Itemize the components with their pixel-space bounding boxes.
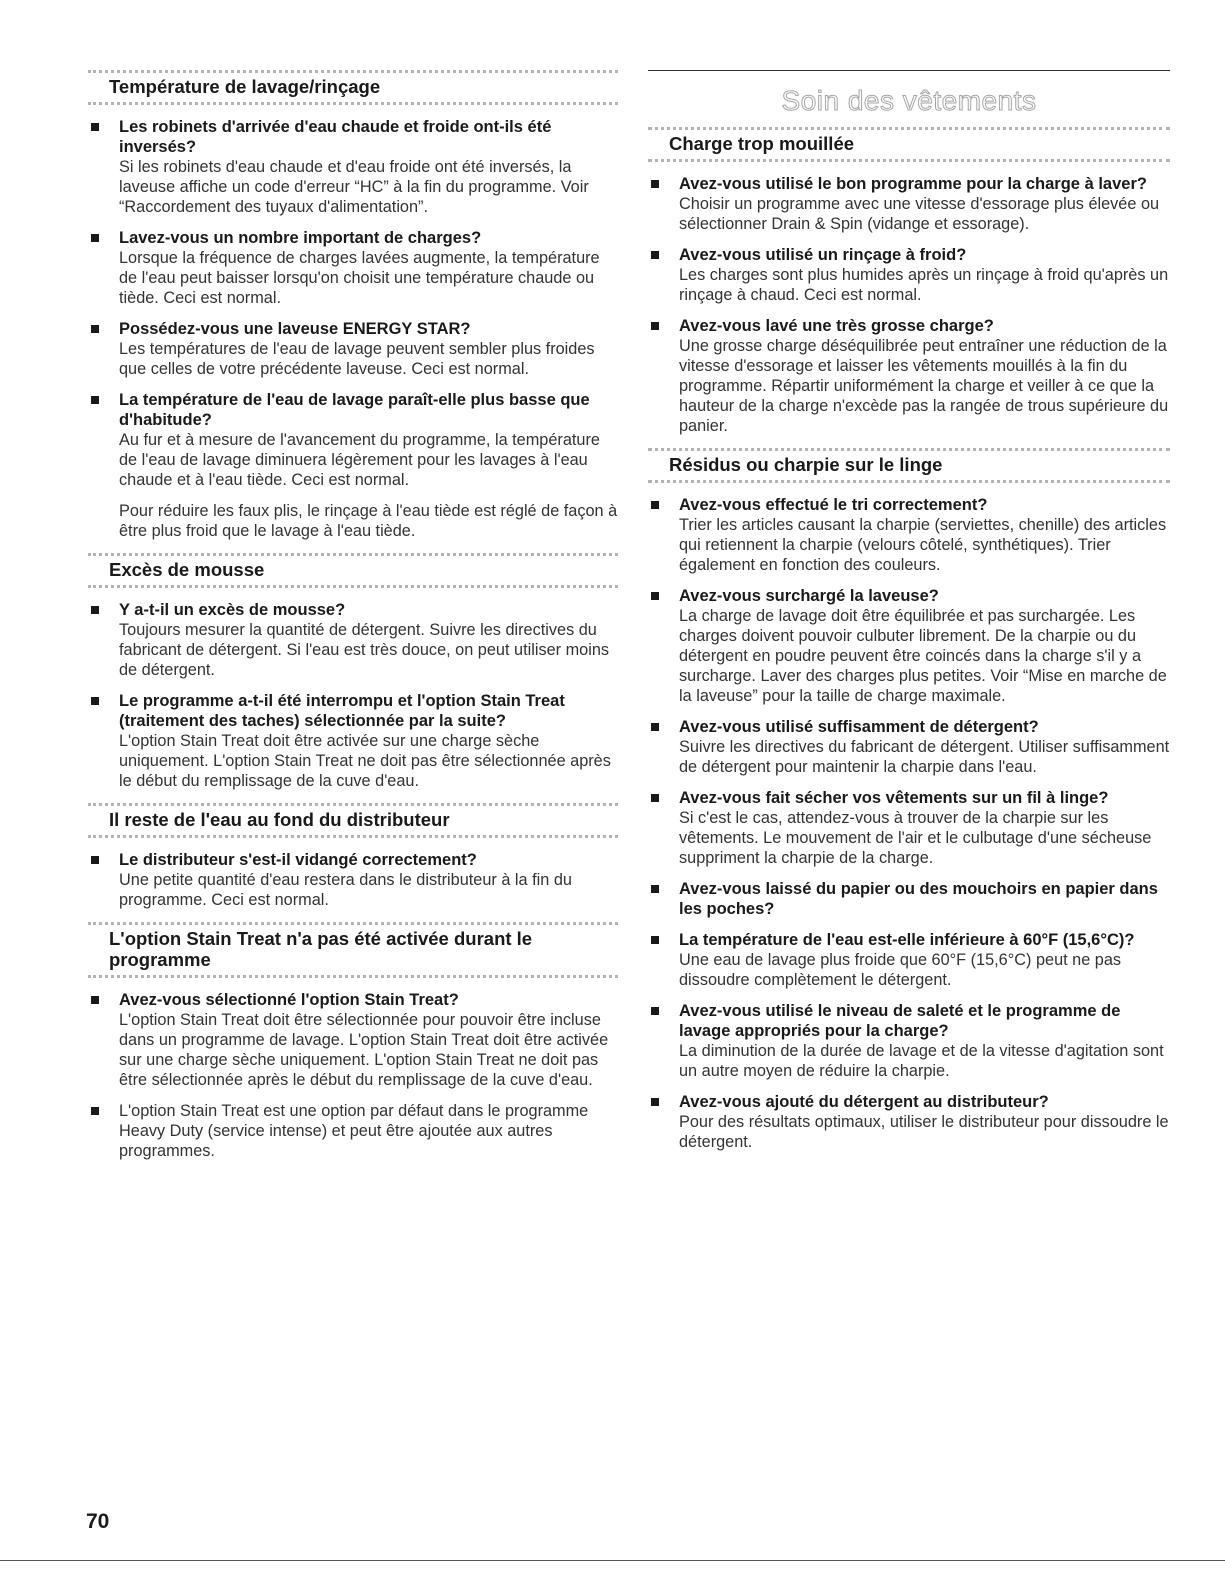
item-question: Avez-vous utilisé un rinçage à froid? xyxy=(679,246,967,264)
square-bullet-icon xyxy=(91,1107,99,1115)
section-header xyxy=(88,922,618,978)
item-question: Le distributeur s'est-il vidangé correctement? xyxy=(119,851,477,869)
page-banner: Soin des vêtements xyxy=(781,85,1037,116)
troubleshooting-section xyxy=(648,448,1170,1152)
item-answer: Les températures de l'eau de lavage peuvent sembler plus froides que celles de votre précédente laveuse. Ceci est normal. xyxy=(119,340,595,378)
list-item xyxy=(648,788,1170,868)
item-answer: Lorsque la fréquence de charges lavées augmente, la température de l'eau peut baisser lorsqu'on choisit une température chaude ou tiède. Ceci est normal. xyxy=(119,249,600,307)
item-question: Avez-vous fait sécher vos vêtements sur un fil à linge? xyxy=(679,789,1109,807)
section-note: Pour réduire les faux plis, le rinçage à l'eau tiède est réglé de façon à être plus froid que le lavage à l'eau tiède. xyxy=(119,502,618,540)
list-item xyxy=(88,228,618,308)
list-item xyxy=(88,390,618,490)
item-question: Avez-vous surchargé la laveuse? xyxy=(679,587,939,605)
troubleshooting-section xyxy=(648,127,1170,436)
square-bullet-icon xyxy=(651,794,659,802)
item-question: Possédez-vous une laveuse ENERGY STAR? xyxy=(119,320,471,338)
square-bullet-icon xyxy=(91,123,99,131)
item-answer: Les charges sont plus humides après un rinçage à froid qu'après un rinçage à chaud. Ceci est normal. xyxy=(679,266,1169,304)
item-answer: Au fur et à mesure de l'avancement du programme, la température de l'eau de lavage diminuera légèrement pour les lavages à l'eau chaude et à l'eau tiède. Ceci est normal. xyxy=(119,431,600,489)
right-column xyxy=(648,70,1170,1164)
section-header xyxy=(88,553,618,588)
section-title: Il reste de l'eau au fond du distributeur xyxy=(109,809,450,830)
square-bullet-icon xyxy=(651,885,659,893)
square-bullet-icon xyxy=(651,1007,659,1015)
section-title: Excès de mousse xyxy=(109,559,265,580)
right-sections xyxy=(648,127,1170,1152)
square-bullet-icon xyxy=(91,697,99,705)
item-answer: Toujours mesurer la quantité de détergent. Suivre les directives du fabricant de détergent. Si l'eau est très douce, on peut utiliser moins de détergent. xyxy=(119,621,610,679)
item-answer: La diminution de la durée de lavage et de la vitesse d'agitation sont un autre moyen de réduire la charpie. xyxy=(679,1042,1164,1080)
section-header xyxy=(648,448,1170,483)
troubleshooting-section xyxy=(88,70,618,541)
item-answer: L'option Stain Treat est une option par défaut dans le programme Heavy Duty (service intense) et peut être ajoutée aux autres programmes. xyxy=(119,1102,589,1160)
list-item xyxy=(648,174,1170,234)
left-column xyxy=(88,70,618,1173)
item-question: Y a-t-il un excès de mousse? xyxy=(119,601,346,619)
list-item xyxy=(88,990,618,1090)
section-title: Résidus ou charpie sur le linge xyxy=(669,454,943,475)
item-question: Avez-vous sélectionné l'option Stain Treat? xyxy=(119,991,459,1009)
item-question: Le programme a-t-il été interrompu et l'option Stain Treat (traitement des taches) sélectionnée par la suite? xyxy=(119,692,565,730)
square-bullet-icon xyxy=(651,251,659,259)
list-item xyxy=(648,879,1170,919)
square-bullet-icon xyxy=(651,1098,659,1106)
section-title: Température de lavage/rinçage xyxy=(109,76,381,97)
top-rule xyxy=(648,70,1170,71)
item-question: Avez-vous laissé du papier ou des mouchoirs en papier dans les poches? xyxy=(679,880,1158,918)
list-item xyxy=(648,586,1170,706)
item-question: Avez-vous utilisé le bon programme pour la charge à laver? xyxy=(679,175,1147,193)
square-bullet-icon xyxy=(651,936,659,944)
item-answer: Trier les articles causant la charpie (serviettes, chenille) des articles qui retiennent la charpie (velours côtelé, synthétiques). Trier également en fonction des couleurs. xyxy=(679,516,1167,574)
list-item xyxy=(648,495,1170,575)
troubleshooting-section xyxy=(88,922,618,1161)
item-question: La température de l'eau est-elle inférieure à 60°F (15,6°C)? xyxy=(679,931,1135,949)
list-item xyxy=(648,1001,1170,1081)
page-number: 70 xyxy=(86,1510,110,1533)
item-answer: La charge de lavage doit être équilibrée et pas surchargée. Les charges doivent pouvoir culbuter librement. De la charpie ou du détergent en poudre peuvent être coincés dans la charge s'il y a surcharge. Laver des charges plus petites. Voir “Mise en marche de la laveuse” pour la taille de charge maximale. xyxy=(679,607,1167,705)
list-item xyxy=(88,117,618,217)
square-bullet-icon xyxy=(91,856,99,864)
section-title: L'option Stain Treat n'a pas été activée durant le programme xyxy=(109,928,533,970)
item-question: Lavez-vous un nombre important de charges? xyxy=(119,229,482,247)
bottom-rule xyxy=(0,1560,1225,1561)
item-question: La température de l'eau de lavage paraît-elle plus basse que d'habitude? xyxy=(119,391,590,429)
square-bullet-icon xyxy=(651,180,659,188)
item-question: Avez-vous utilisé le niveau de saleté et le programme de lavage appropriés pour la charge? xyxy=(679,1002,1121,1040)
list-item xyxy=(648,245,1170,305)
item-question: Avez-vous utilisé suffisamment de détergent? xyxy=(679,718,1039,736)
item-answer: Choisir un programme avec une vitesse d'essorage plus élevée ou sélectionner Drain & Spin (vidange et essorage). xyxy=(679,195,1160,233)
list-item xyxy=(88,1101,618,1161)
list-item xyxy=(648,930,1170,990)
square-bullet-icon xyxy=(651,723,659,731)
item-answer: Une eau de lavage plus froide que 60°F (15,6°C) peut ne pas dissoudre complètement le détergent. xyxy=(679,951,1122,989)
list-item xyxy=(88,850,618,910)
item-question: Avez-vous ajouté du détergent au distributeur? xyxy=(679,1093,1049,1111)
section-header xyxy=(648,127,1170,162)
item-answer: Suivre les directives du fabricant de détergent. Utiliser suffisamment de détergent pour maintenir la charpie dans l'eau. xyxy=(679,738,1170,776)
item-answer: Une petite quantité d'eau restera dans le distributeur à la fin du programme. Ceci est normal. xyxy=(119,871,572,909)
troubleshooting-section xyxy=(88,553,618,791)
item-answer: Une grosse charge déséquilibrée peut entraîner une réduction de la vitesse d'essorage et laisser les vêtements mouillés à la fin du programme. Répartir uniformément la charge et veiller à ce que la hauteur de la charge n'excède pas la rangée de trous supérieure du panier. xyxy=(679,337,1169,435)
square-bullet-icon xyxy=(651,501,659,509)
square-bullet-icon xyxy=(651,592,659,600)
list-item xyxy=(648,717,1170,777)
section-header xyxy=(88,70,618,105)
list-item xyxy=(88,600,618,680)
list-item xyxy=(88,319,618,379)
item-answer: Pour des résultats optimaux, utiliser le distributeur pour dissoudre le détergent. xyxy=(679,1113,1169,1151)
item-question: Les robinets d'arrivée d'eau chaude et froide ont-ils été inversés? xyxy=(119,118,552,156)
item-answer: Si les robinets d'eau chaude et d'eau froide ont été inversés, la laveuse affiche un code d'erreur “HC” à la fin du programme. Voir “Raccordement des tuyaux d'alimentation”. xyxy=(119,158,589,216)
list-item xyxy=(88,691,618,791)
section-title: Charge trop mouillée xyxy=(669,133,855,154)
square-bullet-icon xyxy=(91,396,99,404)
section-header xyxy=(88,803,618,838)
square-bullet-icon xyxy=(91,325,99,333)
item-question: Avez-vous lavé une très grosse charge? xyxy=(679,317,994,335)
list-item xyxy=(648,1092,1170,1152)
square-bullet-icon xyxy=(651,322,659,330)
square-bullet-icon xyxy=(91,996,99,1004)
item-answer: L'option Stain Treat doit être activée sur une charge sèche uniquement. L'option Stain Treat ne doit pas être sélectionnée après le début du remplissage de la cuve d'eau. xyxy=(119,732,611,790)
item-answer: Si c'est le cas, attendez-vous à trouver de la charpie sur les vêtements. Le mouvement de l'air et le culbutage d'une sécheuse suppriment la charpie de la charge. xyxy=(679,809,1152,867)
item-question: Avez-vous effectué le tri correctement? xyxy=(679,496,988,514)
square-bullet-icon xyxy=(91,606,99,614)
troubleshooting-section xyxy=(88,803,618,910)
square-bullet-icon xyxy=(91,234,99,242)
item-answer: L'option Stain Treat doit être sélectionnée pour pouvoir être incluse dans un programme de lavage. L'option Stain Treat doit être activée sur une charge sèche uniquement. L'option Stain Treat ne doit pas être sélectionnée après le début du remplissage de la cuve d'eau. xyxy=(119,1011,609,1089)
list-item xyxy=(648,316,1170,436)
